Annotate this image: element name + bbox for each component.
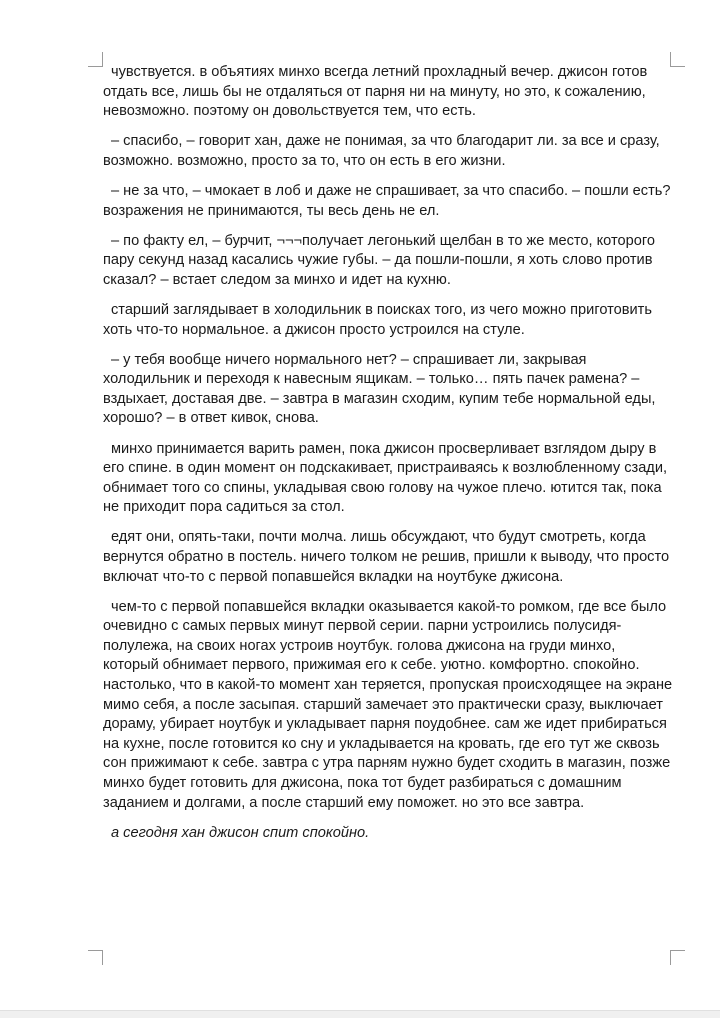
crop-mark-bottom-left bbox=[88, 950, 103, 965]
paragraph: старший заглядывает в холодильник в поисках того, из чего можно приготовить хоть что-то нормальное. а джисон просто устроился на стуле. bbox=[103, 301, 652, 338]
crop-mark-top-left bbox=[88, 52, 103, 67]
paragraph: едят они, опять-таки, почти молча. лишь обсуждают, что будут смотреть, когда вернутся обратно в постель. ничего толком не решив, пришли к выводу, что просто включат что-то с первой попавшейся вкладки на ноутбуке джисона. bbox=[103, 529, 670, 585]
document-body bbox=[103, 63, 675, 854]
closing-line: а сегодня хан джисон спит спокойно. bbox=[111, 824, 370, 841]
paragraph: – у тебя вообще ничего нормального нет? – спрашивает ли, закрывая холодильник и переходя к навесным ящикам. – только… пять пачек рамена? – вздыхает, доставая две. – завтра в магазин сходим, купим тебе нормальной еды, хорошо? – в ответ кивок, снова. bbox=[103, 351, 656, 427]
paragraph: – не за что, – чмокает в лоб и даже не спрашивает, за что спасибо. – пошли есть? возражения не принимаются, ты весь день не ел. bbox=[103, 182, 671, 219]
paragraph: – по факту ел, – бурчит, ¬¬¬получает легонький щелбан в то же место, которого пару секунд назад касались чужие губы. – да пошли-пошли, я хоть слово против сказал? – встает следом за минхо и идет на кухню. bbox=[103, 232, 655, 288]
paragraph: чем-то с первой попавшейся вкладки оказывается какой-то ромком, где все было очевидно с самых первых минут первой серии. парни устроились полусидя-полулежа, на своих ногах устроив ноутбук. голова джисона на груди минхо, который обнимает первого, прижимая его к себе. уютно. комфортно. спокойно. настолько, что в какой-то момент хан теряется, пропуская происходящее на экране мимо себя, а после засыпая. старший замечает это практически сразу, выключает дораму, убирает ноутбук и укладывает парня поудобнее. сам же идет прибираться на кухне, после готовится ко сну и укладывается на кровать, где его тут же сквозь сон прижимают к себе. завтра с утра парням нужно будет сходить в магазин, позже минхо будет готовить для джисона, пока тот будет разбираться с домашним заданием и долгами, а после старший ему поможет. но это все завтра. bbox=[103, 598, 673, 811]
paragraph: минхо принимается варить рамен, пока джисон просверливает взглядом дыру в его спине. в один момент он подскакивает, пристраиваясь к возлюбленному сзади, обнимает того со спины, укладывая свою голову на чужое плечо. ютится так, пока не приходит пора садиться за стол. bbox=[103, 440, 668, 516]
crop-mark-bottom-right bbox=[670, 950, 685, 965]
paragraph: – спасибо, – говорит хан, даже не понимая, за что благодарит ли. за все и сразу, возможно. возможно, просто за то, что он есть в его жизни. bbox=[103, 133, 660, 169]
paragraph: чувствуется. в объятиях минхо всегда летний прохладный вечер. джисон готов отдать все, лишь бы не отдаляться от парня ни на минуту, но это, к сожалению, невозможно. поэтому он довольствуется тем, что есть. bbox=[103, 64, 648, 120]
